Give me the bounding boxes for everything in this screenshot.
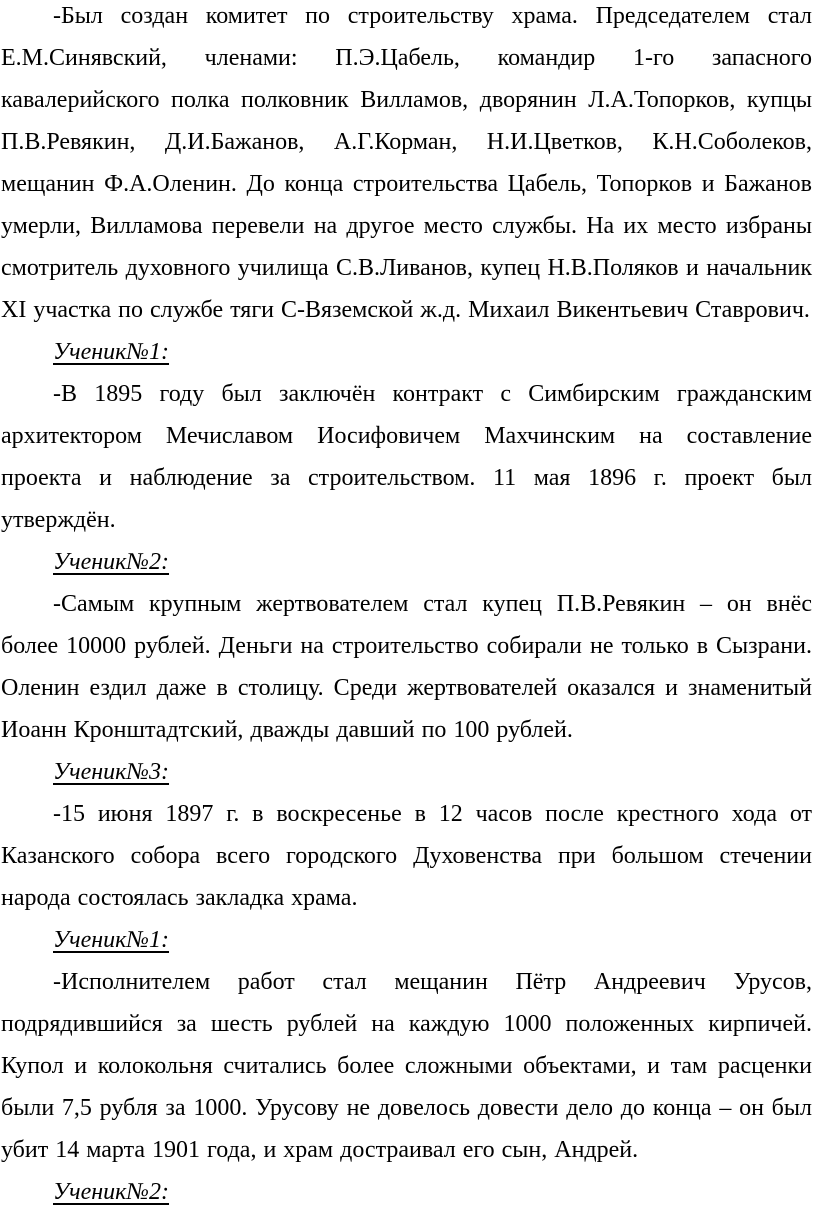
- paragraph-contract-1895: -В 1895 году был заключён контракт с Симбирским гражданским архитектором Мечиславом Иосифовичем Махчинским на составление проекта и наблюдение за строительством. 11 мая 1896 г. проект был утверждён.: [1, 381, 812, 533]
- student-heading-4: [1, 919, 812, 961]
- paragraph-foundation-1897: -15 июня 1897 г. в воскресенье в 12 часов после крестного хода от Казанского собора всего городского Духовенства при большом стечении народа состоялась закладка храма.: [1, 801, 812, 911]
- student-heading-2: [1, 541, 812, 583]
- student-heading-1: [1, 331, 812, 373]
- paragraph-donors: -Самым крупным жертвователем стал купец П.В.Ревякин – он внёс более 10000 рублей. Деньги на строительство собирали не только в Сызрани. Оленин ездил даже в столицу. Среди жертвователей оказался и знаменитый Иоанн Кронштадтский, дважды давший по 100 рублей.: [1, 591, 812, 743]
- student-heading-5-text: Ученик№2:: [53, 1179, 170, 1205]
- student-heading-1-text: Ученик№1:: [53, 339, 170, 365]
- paragraph-committee: -Был создан комитет по строительству храма. Председателем стал Е.М.Синявский, членами: П.Э.Цабель, командир 1-го запасного кавалерийского полка полковник Вилламов, дворянин Л.А.Топорков, купцы П.В.Ревякин, Д.И.Бажанов, А.Г.Корман, Н.И.Цветков, К.Н.Соболеков, мещанин Ф.А.Оленин. До конца строительства Цабель, Топорков и Бажанов умерли, Вилламова перевели на другое место службы. На их место избраны смотритель духовного училища С.В.Ливанов, купец Н.В.Поляков и начальник XI участка по службе тяги С-Вяземской ж.д. Михаил Викентьевич Ставрович.: [1, 3, 812, 323]
- student-heading-5: [1, 1171, 812, 1213]
- document-text-flow: [1, 0, 812, 1213]
- paragraph-builder-urusov: -Исполнителем работ стал мещанин Пётр Андреевич Урусов, подрядившийся за шесть рублей на каждую 1000 положенных кирпичей. Купол и колокольня считались более сложными объектами, и там расценки были 7,5 рубля за 1000. Урусову не довелось довести дело до конца – он был убит 14 марта 1901 года, и храм достраивал его сын, Андрей.: [1, 969, 812, 1163]
- student-heading-4-text: Ученик№1:: [53, 927, 170, 953]
- student-heading-3-text: Ученик№3:: [53, 759, 170, 785]
- student-heading-2-text: Ученик№2:: [53, 549, 170, 575]
- student-heading-3: [1, 751, 812, 793]
